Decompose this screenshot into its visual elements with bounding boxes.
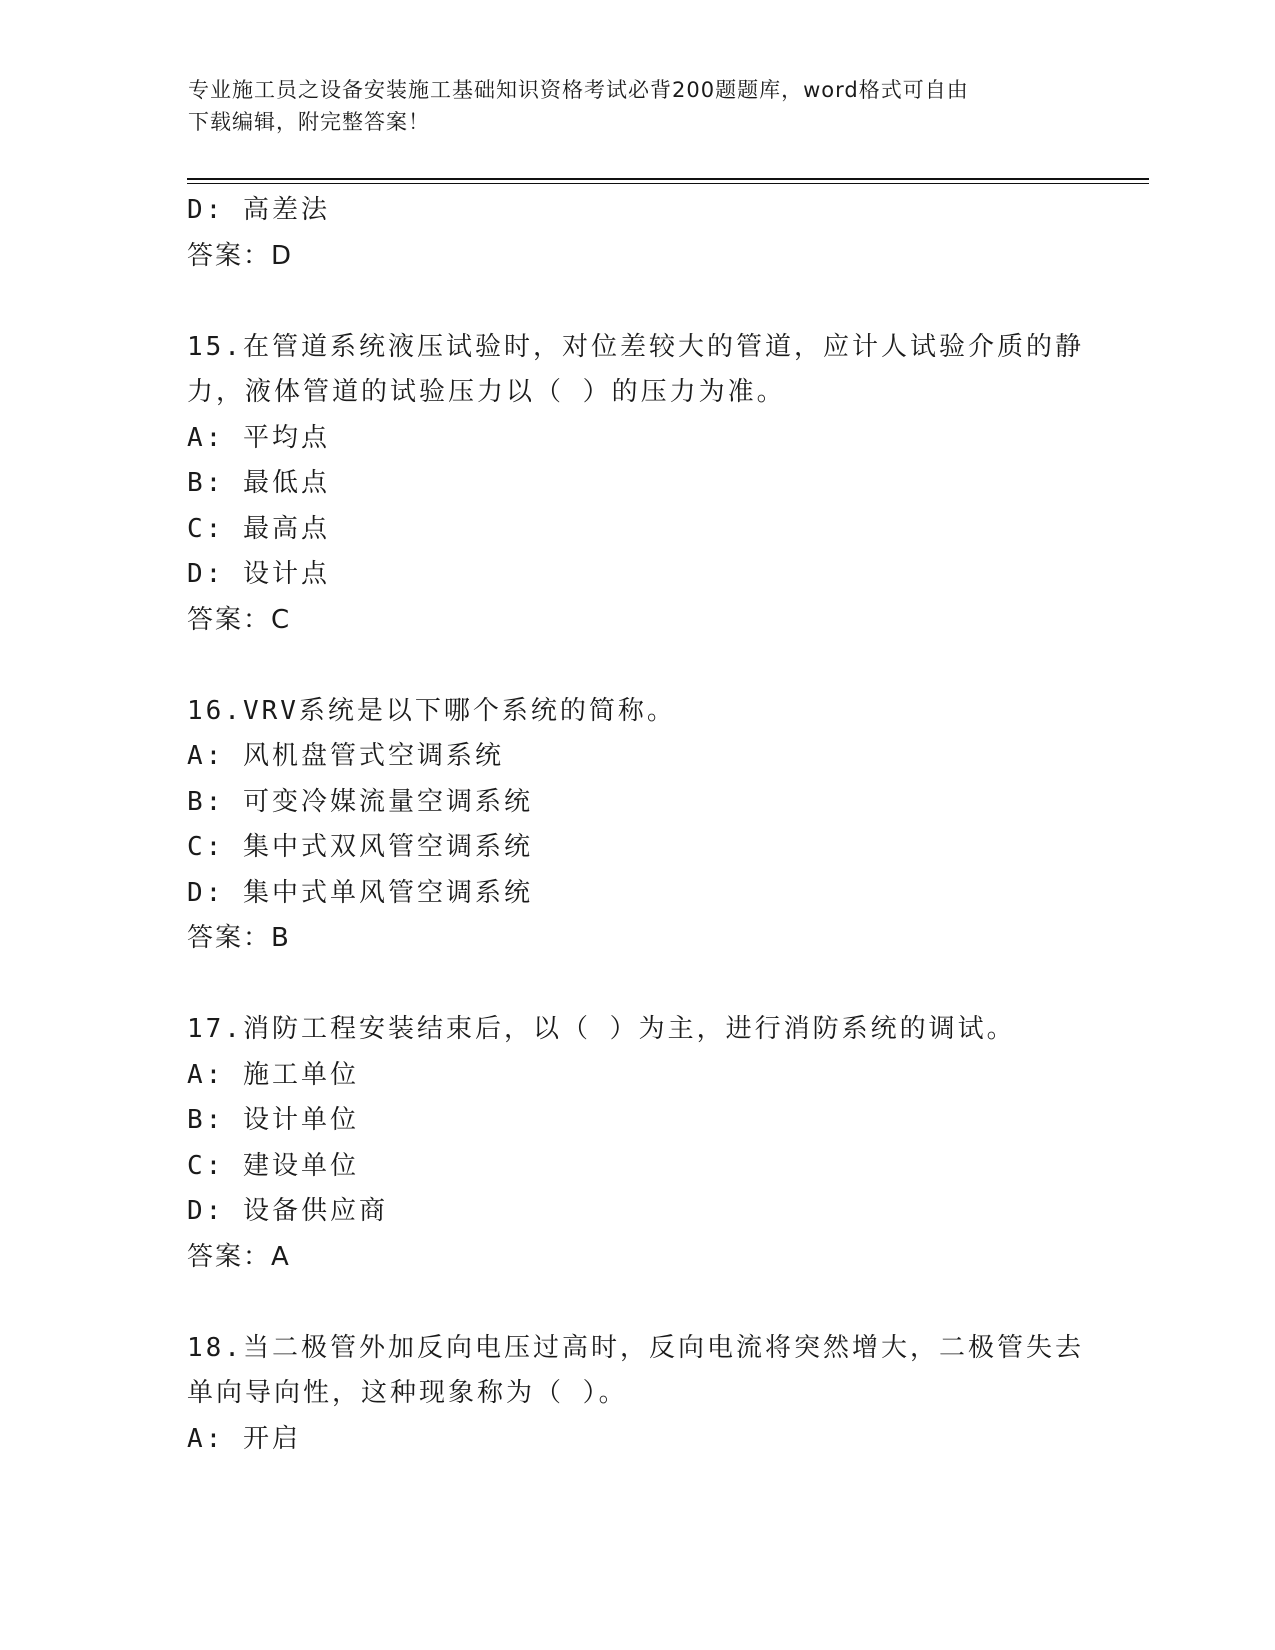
option-c: C: 集中式双风管空调系统 <box>187 832 533 862</box>
spacer <box>187 643 1087 689</box>
option-c: C: 最高点 <box>187 513 330 544</box>
question-text: 16.VRV系统是以下哪个系统的简称。 <box>187 695 676 726</box>
header-rule-thick <box>187 178 1149 180</box>
spacer <box>187 279 1087 325</box>
option-a: A: 施工单位 <box>187 1059 359 1090</box>
header-line-2: 下载编辑，附完整答案！ <box>188 110 430 134</box>
option-b: B: 最低点 <box>187 468 330 498</box>
answer-line: 答案：C <box>187 604 292 635</box>
header-rule-thin <box>187 183 1149 184</box>
question-text: 15.在管道系统液压试验时，对位差较大的管道，应计人试验介质的静 <box>187 331 1084 362</box>
answer-line: 答案：D <box>187 240 294 271</box>
option-a: A: 开启 <box>187 1423 301 1454</box>
question-16 <box>187 689 1087 962</box>
header-line-1: 专业施工员之设备安装施工基础知识资格考试必背200题题库，word格式可自由 <box>188 78 969 102</box>
question-18 <box>187 1326 1087 1463</box>
answer-line: 答案：B <box>187 923 291 953</box>
document-header <box>188 74 1068 138</box>
option-c: C: 建设单位 <box>187 1150 359 1181</box>
option-a: A: 风机盘管式空调系统 <box>187 741 504 771</box>
option-a: A: 平均点 <box>187 422 330 453</box>
option-d: D: 设计点 <box>187 559 330 589</box>
spacer <box>187 1280 1087 1326</box>
question-15 <box>187 325 1087 644</box>
question-17 <box>187 1007 1087 1280</box>
question-list <box>187 188 1087 1462</box>
option-d: D: 设备供应商 <box>187 1196 388 1226</box>
question-text-continued: 单向导向性，这种现象称为（ ）。 <box>187 1378 628 1408</box>
question-text: 18.当二极管外加反向电压过高时，反向电流将突然增大，二极管失去 <box>187 1332 1084 1363</box>
option-d: D: 集中式单风管空调系统 <box>187 877 533 908</box>
option-d: D: 高差法 <box>187 195 330 225</box>
previous-question-tail <box>187 188 1087 279</box>
option-b: B: 可变冷媒流量空调系统 <box>187 786 533 817</box>
spacer <box>187 962 1087 1008</box>
question-text-continued: 力，液体管道的试验压力以（ ）的压力为准。 <box>187 377 786 407</box>
question-text: 17.消防工程安装结束后，以（ ）为主，进行消防系统的调试。 <box>187 1014 1016 1044</box>
answer-line: 答案：A <box>187 1241 291 1272</box>
option-b: B: 设计单位 <box>187 1105 359 1135</box>
